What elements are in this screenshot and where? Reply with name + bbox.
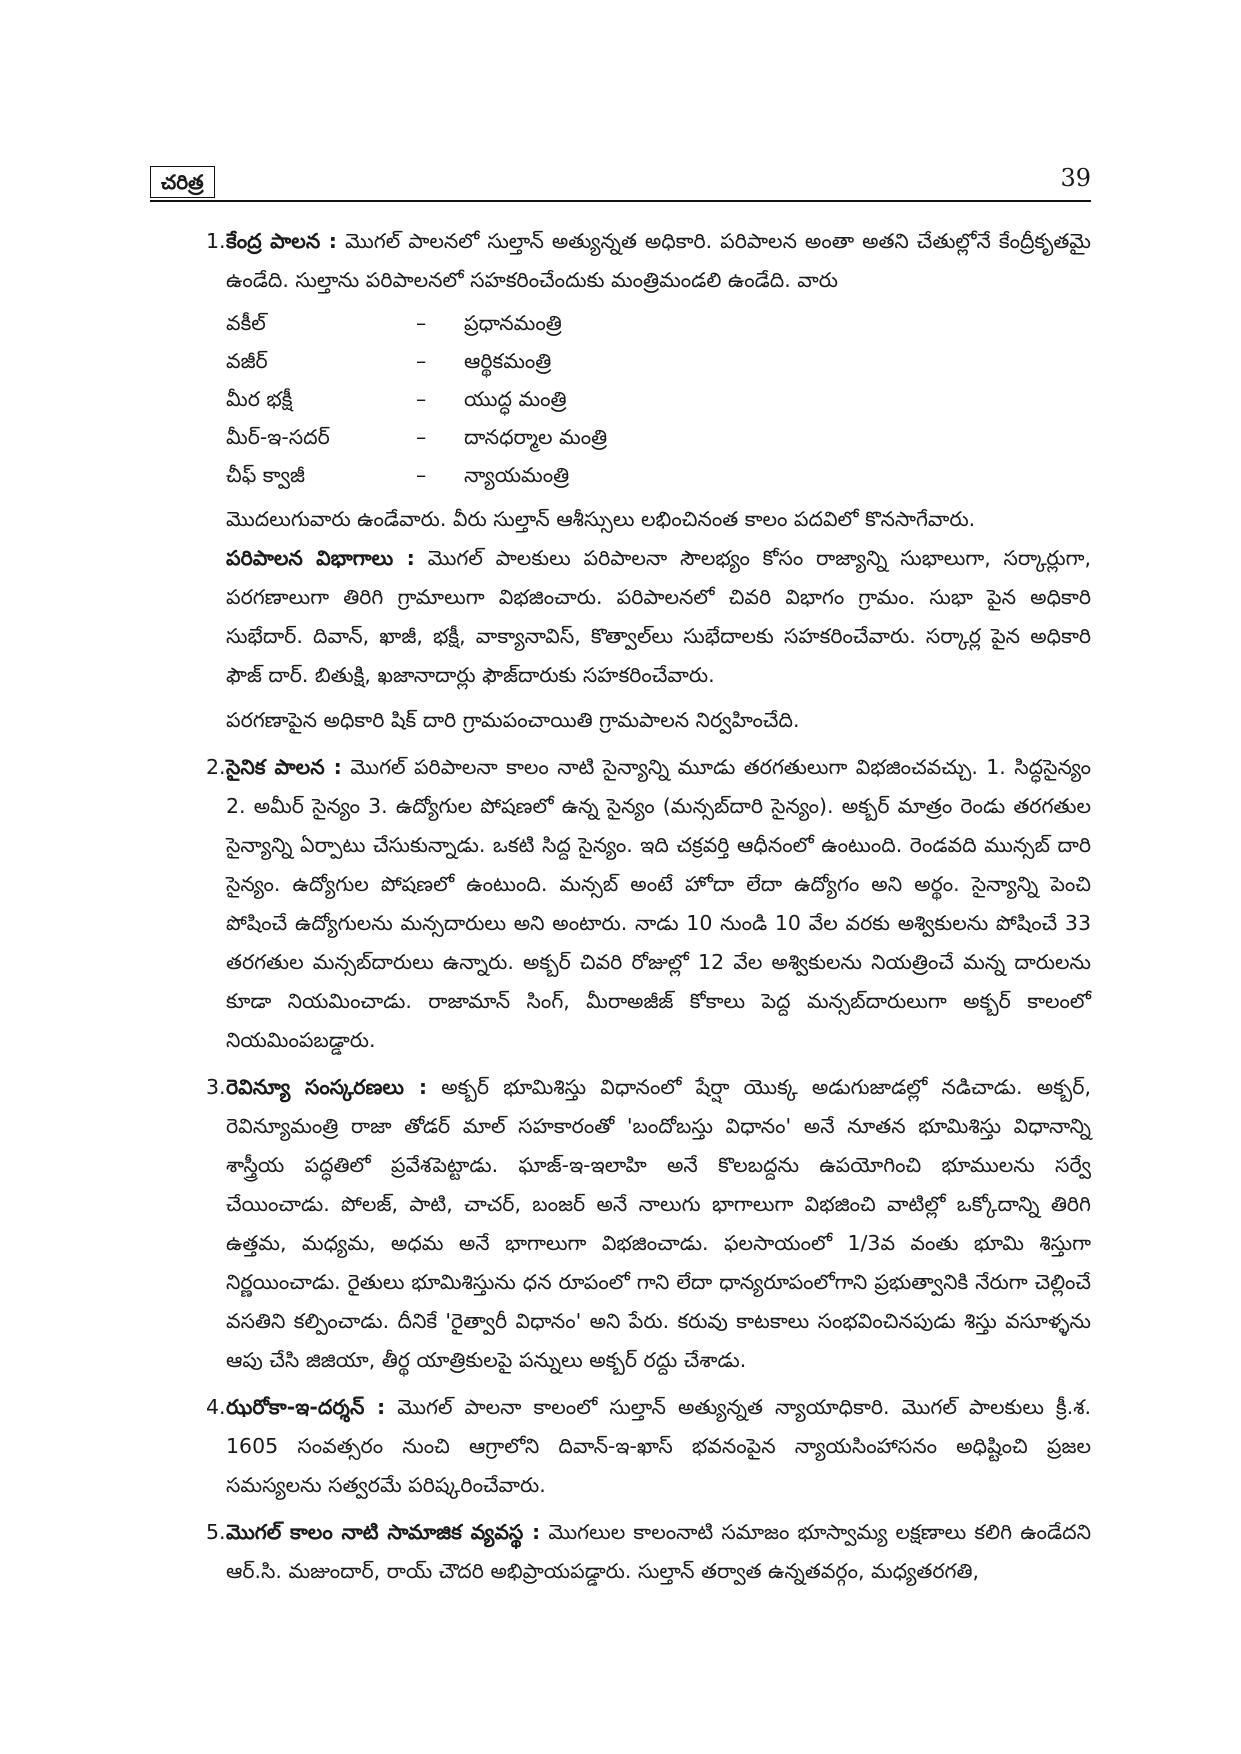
section-jharokha-darshan (150, 1388, 1091, 1505)
paragraph (226, 1388, 1091, 1505)
minister-role: దానధర్మాల మంత్రి (464, 425, 608, 449)
section-revenue-reforms (150, 1068, 1091, 1380)
dash: – (416, 425, 427, 449)
paragraph-text: పరగణాపైన అధికారి షిక్ దారి గ్రామపంచాయితి గ్రామపాలన నిర్వహించేది. (226, 708, 800, 732)
chapter-tag: చరిత్ర (150, 166, 215, 198)
minister-role: ప్రధానమంత్రి (464, 311, 562, 335)
item-number: 4. (206, 1395, 226, 1419)
item-body (226, 748, 1091, 1060)
minister-title: చీఫ్ క్వాజీ (226, 463, 305, 487)
dash: – (416, 311, 427, 335)
section-heading: రెవిన్యూ సంస్కరణలు : (226, 1075, 428, 1099)
page-number: 39 (1060, 164, 1091, 192)
section-heading: మొగల్ కాలం నాటి సామాజిక వ్యవస్థ : (226, 1520, 541, 1544)
section-heading: సైనిక పాలన : (226, 755, 342, 779)
header-rule (150, 200, 1091, 202)
paragraph (226, 1068, 1091, 1380)
dash: – (416, 387, 427, 411)
minister-title: మీర భక్షీ (226, 387, 293, 411)
paragraph-text: మొదలుగువారు ఉండేవారు. వీరు సుల్తాన్ ఆశీస్సులు లభించినంత కాలం పదవిలో కొనసాగేవారు. (226, 507, 976, 531)
item-number: 3. (206, 1075, 226, 1099)
paragraph (226, 1513, 1091, 1591)
page-content (150, 222, 1091, 1599)
section-central-administration (150, 222, 1091, 740)
minister-role: ఆర్థికమంత్రి (464, 349, 552, 373)
paragraph-text: మొగల్ పాలకులు పరిపాలనా సౌలభ్యం కోసం రాజ్యాన్ని సుభాలుగా, సర్కార్లుగా, పరగణాలుగా తిరిగి గ్రామాలుగా విభజించారు. పరిపాలనలో చివరి విభాగం గ్రామం. సుభా పైన అధికారి సుభేదార్. దివాన్, ఖాజీ, భక్షీ, వాక్యానావిస్, కొత్వాల్‌లు సుభేదాలకు సహకరించేవారు. సర్కార్ల పైన అధికారి ఫౌజ్ దార్. బితుక్షి, ఖజానాదార్లు ఫౌజ్‌దారుకు సహకరించేవారు. (226, 546, 1091, 687)
item-number: 1. (206, 229, 226, 253)
minister-role: న్యాయమంత్రి (464, 463, 570, 487)
minister-title: వజీర్ (226, 349, 268, 373)
dash: – (416, 463, 427, 487)
item-number: 2. (206, 755, 226, 779)
minister-row (226, 418, 1091, 456)
paragraph-text: అక్బర్ భూమిశిస్తు విధానంలో షేర్షా యొక్క అడుగుజాడల్లో నడిచాడు. అక్బర్, రెవిన్యూమంత్రి రాజా తోడర్ మాల్ సహకారంతో 'బందోబస్తు విధానం' అనే నూతన భూమిశిస్తు విధానాన్ని శాస్త్రీయ పద్ధతిలో ప్రవేశపెట్టాడు. ఘాజ్-ఇ-ఇలాహి అనే కొలబద్దను ఉపయోగించి భూములను సర్వే చేయించాడు. పోలజ్, పాటి, చాచర్, బంజర్ అనే నాలుగు భాగాలుగా విభజించి వాటిల్లో ఒక్కోదాన్ని తిరిగి ఉత్తమ, మధ్యమ, అధమ అనే భాగాలుగా విభజించాడు. ఫలసాయంలో 1/3వ వంతు భూమి శిస్తుగా నిర్ణయించాడు. రైతులు భూమిశిస్తును ధన రూపంలో గాని లేదా ధాన్యరూపంలోగాని ప్రభుత్వానికి నేరుగా చెల్లించే వసతిని కల్పించాడు. దీనికే 'రైత్వారీ విధానం' అని పేరు. కరువు కాటకాలు సంభవించినపుడు శిస్తు వసూళ్ళను ఆపు చేసి జిజియా, తీర్థ యాత్రికులపై పన్నులు అక్బర్ రద్దు చేశాడు. (226, 1075, 1091, 1372)
paragraph-text: మొగల్ పాలనలో సుల్తాన్ అత్యున్నత అధికారి. పరిపాలన అంతా అతని చేతుల్లోనే కేంద్రీకృతమై ఉండేది. సుల్తాను పరిపాలనలో సహకరించేందుకు మంత్రిమండలి ఉండేది. వారు (226, 229, 1091, 292)
item-body (226, 222, 1091, 740)
ministers-list (226, 304, 1091, 494)
item-body (226, 1068, 1091, 1380)
paragraph (226, 748, 1091, 1060)
paragraph-text: మొగల్ పరిపాలనా కాలం నాటి సైన్యాన్ని మూడు తరగతులుగా విభజించవచ్చు. 1. సిద్ధసైన్యం 2. అమీర్ సైన్యం 3. ఉద్యోగుల పోషణలో ఉన్న సైన్యం (మన్సబ్‌దారి సైన్యం). అక్బర్ మాత్రం రెండు తరగతుల సైన్యాన్ని ఏర్పాటు చేసుకున్నాడు. ఒకటి సిద్ద సైన్యం. ఇది చక్రవర్తి ఆధీనంలో ఉంటుంది. రెండవది మున్సబ్ దారి సైన్యం. ఉద్యోగుల పోషణలో ఉంటుంది. మన్సబ్ అంటే హోదా లేదా ఉద్యోగం అని అర్థం. సైన్యాన్ని పెంచి పోషించే ఉద్యోగులను మన్సదారులు అని అంటారు. నాడు 10 నుండి 10 వేల వరకు అశ్వికులను పోషించే 33 తరగతుల మన్సబ్‌దారులు ఉన్నారు. అక్బర్ చివరి రోజుల్లో 12 వేల అశ్వికులను నియత్రించే మన్న దారులను కూడా నియమించాడు. రాజామాన్ సింగ్, మీరాఅజీజ్ కోకాలు పెద్ద మన్సబ్‌దారులుగా అక్బర్ కాలంలో నియమింపబడ్డారు. (226, 755, 1091, 1052)
paragraph (226, 701, 1091, 740)
minister-role: యుద్ధ మంత్రి (464, 387, 567, 411)
minister-row (226, 342, 1091, 380)
minister-title: వకీల్ (226, 311, 266, 335)
paragraph (226, 500, 1091, 539)
minister-row (226, 456, 1091, 494)
paragraph-text: మొగలుల కాలంనాటి సమాజం భూస్వామ్య లక్షణాలు కలిగి ఉండేదని ఆర్.సి. మజుందార్, రాయ్ చౌదరి అభిప్రాయపడ్డారు. సుల్తాన్ తర్వాత ఉన్నతవర్గం, మధ్యతరగతి, (226, 1520, 1091, 1583)
dash: – (416, 349, 427, 373)
paragraph (226, 539, 1091, 695)
section-heading: ఝరోకా-ఇ-దర్శన్ : (226, 1395, 386, 1419)
item-number: 5. (206, 1520, 226, 1544)
paragraph-text: మొగల్ పాలనా కాలంలో సుల్తాన్ అత్యున్నత న్యాయాధికారి. మొగల్ పాలకులు క్రీ.శ. 1605 సంవత్సరం నుంచి ఆగ్రాలోని దివాన్-ఇ-ఖాస్ భవనంపైన న్యాయసింహాసనం అధిష్టించి ప్రజల సమస్యలను సత్వరమే పరిష్కరించేవారు. (226, 1395, 1091, 1497)
section-social-system (150, 1513, 1091, 1591)
minister-row (226, 380, 1091, 418)
paragraph (226, 222, 1091, 300)
minister-row (226, 304, 1091, 342)
section-military-administration (150, 748, 1091, 1060)
item-body (226, 1388, 1091, 1505)
minister-title: మీర్-ఇ-సదర్ (226, 425, 330, 449)
section-heading: కేంద్ర పాలన : (226, 229, 337, 253)
subsection-heading: పరిపాలన విభాగాలు : (226, 546, 415, 570)
item-body (226, 1513, 1091, 1591)
